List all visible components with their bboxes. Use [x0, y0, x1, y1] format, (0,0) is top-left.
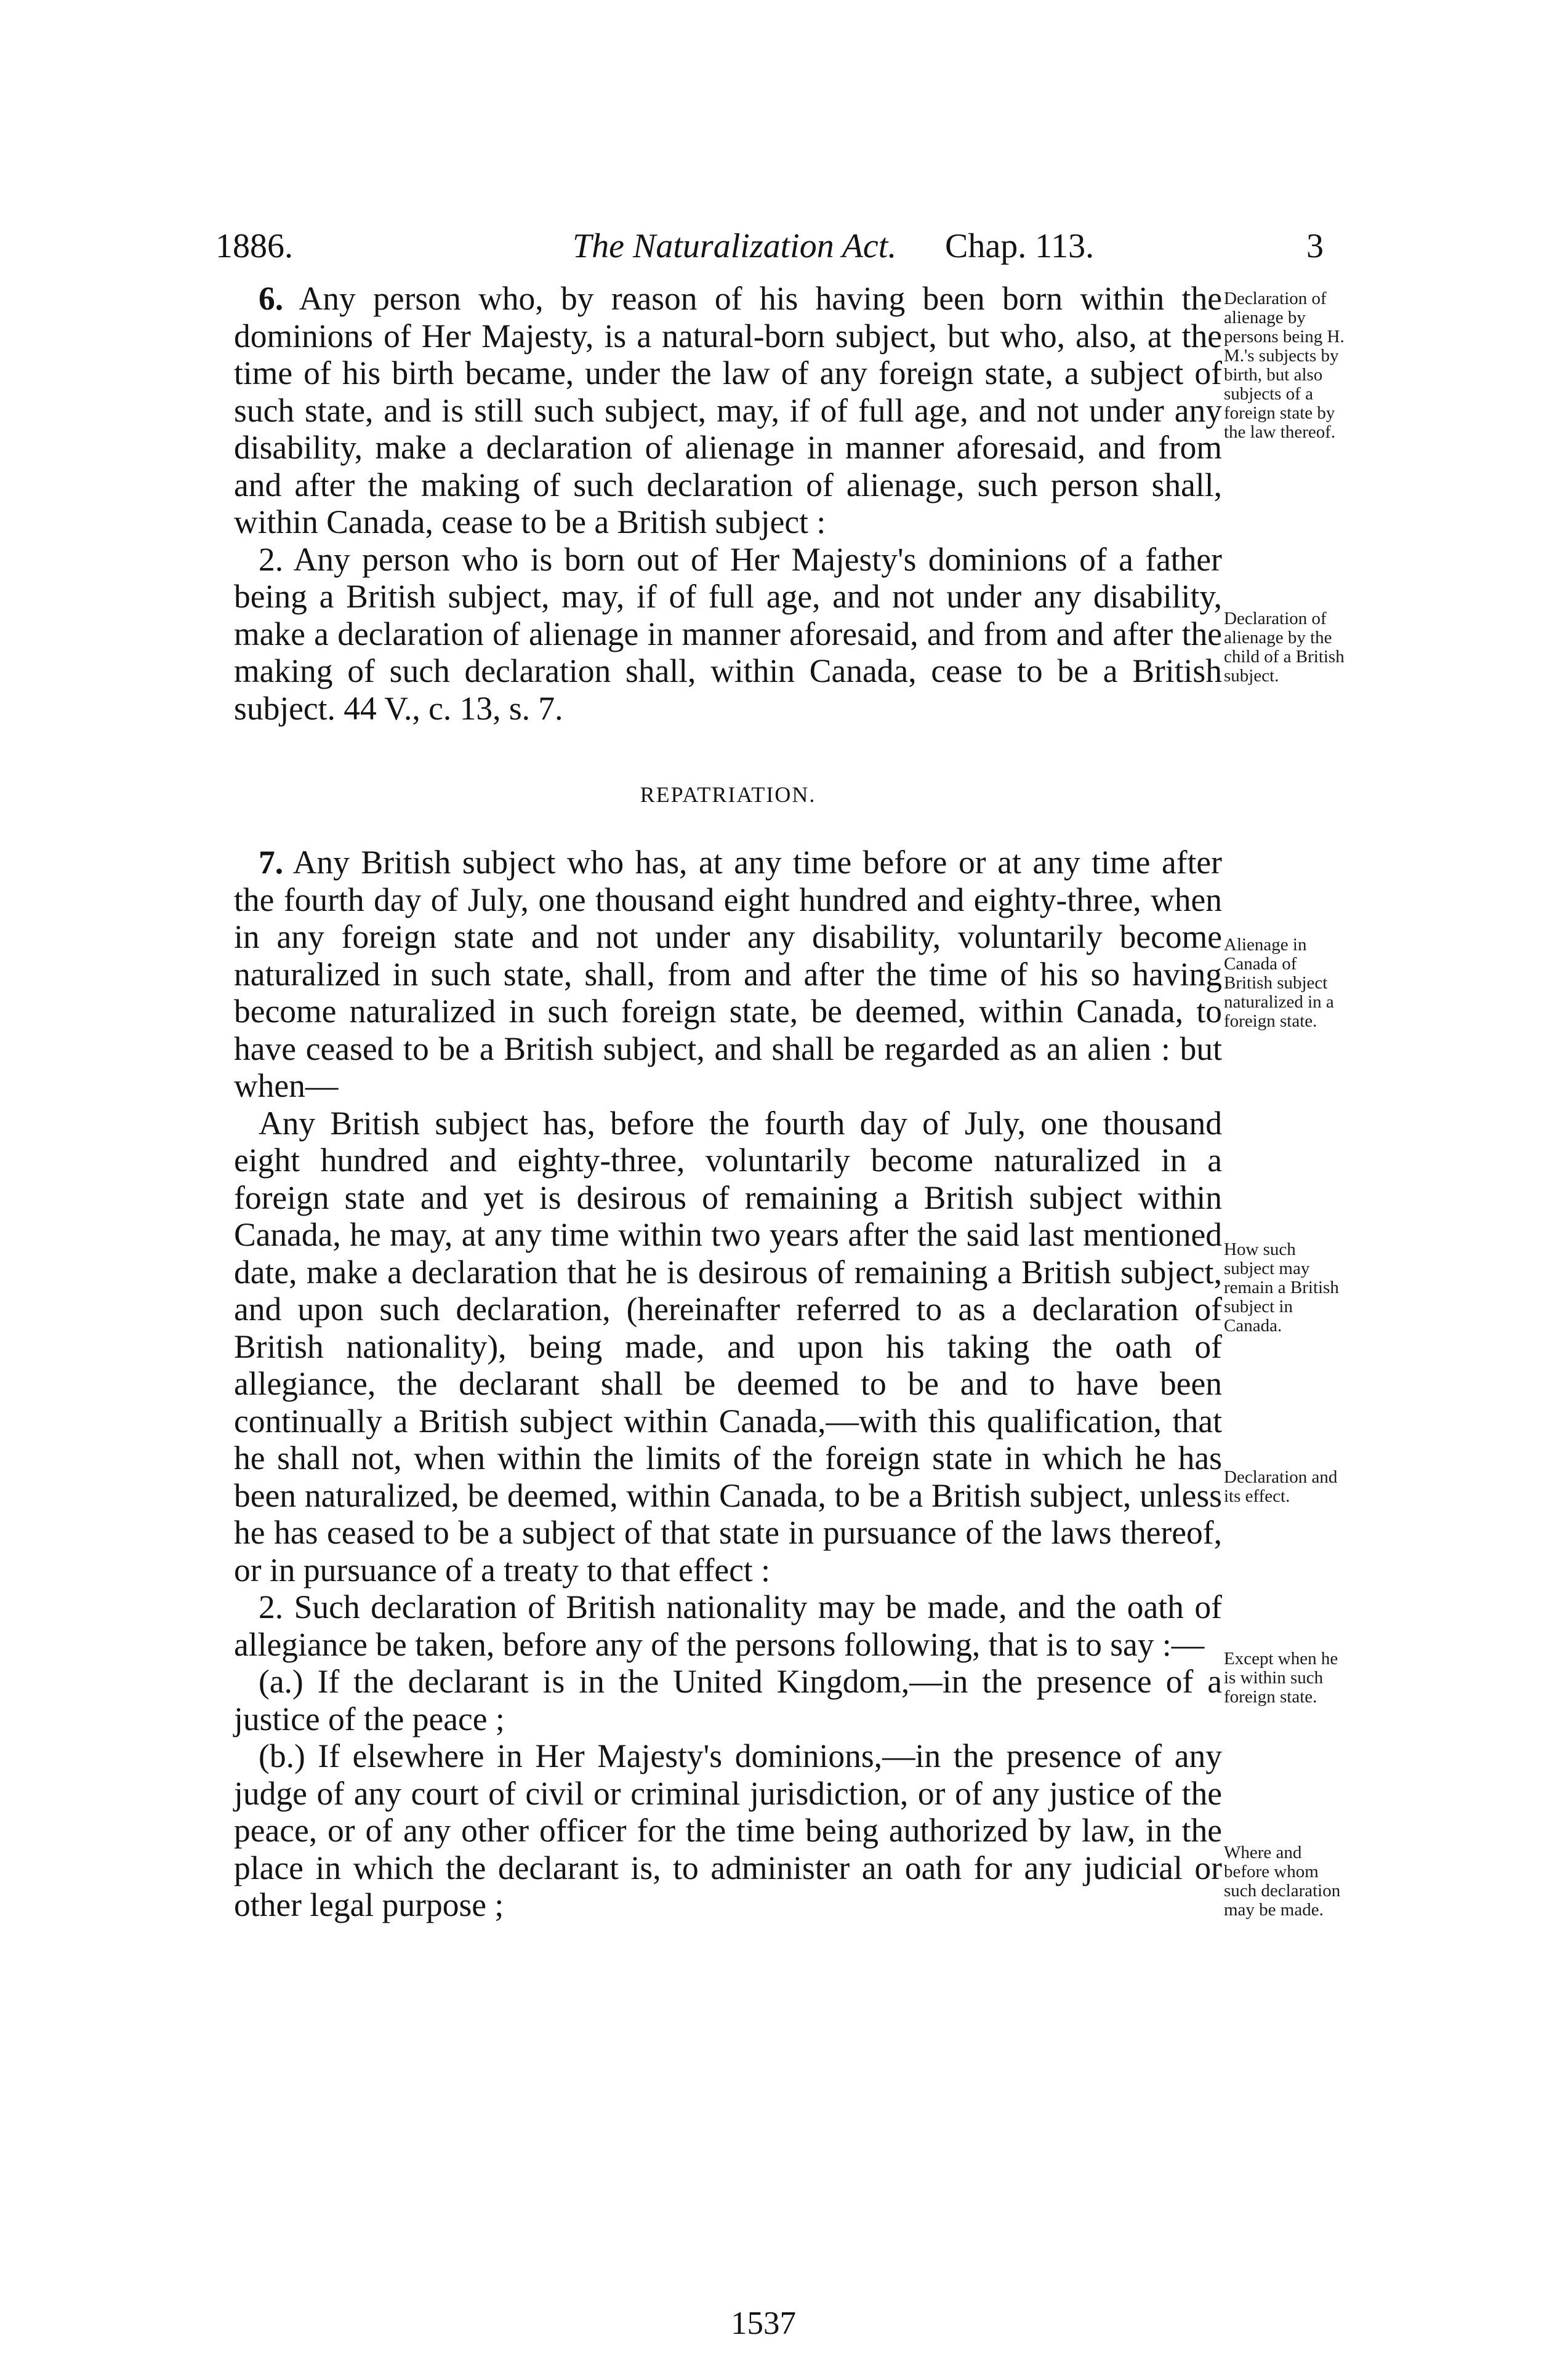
body-text — [234, 280, 1222, 1924]
header-page-number: 3 — [1306, 227, 1324, 265]
marginal-note: Declaration and its effect. — [1224, 1467, 1338, 1506]
folio-number: 1537 — [731, 2306, 796, 2341]
section-7-paragraph-1 — [234, 844, 1222, 1105]
section-6-text-2: 2. Any person who is born out of Her Majesty's dominions of a father being a British subject, may, if of full age, and not under any disability, make a declaration of alienage in manner aforesaid, and from and after the making of such declaration shall, within Canada, cease to be a British subject. — [234, 540, 1222, 727]
section-7-item-a: (a.) If the declarant is in the United Kingdom,—in the presence of a justice of the peace ; — [234, 1663, 1222, 1737]
header-title: The Naturalization Act. — [573, 227, 897, 265]
marginal-note: Alienage in Canada of British subject naturalized in a foreign state. — [1224, 935, 1334, 1031]
marginal-note: Declaration of alienage by the child of a British subject. — [1224, 609, 1345, 686]
section-6-paragraph-1 — [234, 280, 1222, 541]
repatriation-heading: REPATRIATION. — [640, 782, 816, 807]
header-chapter: Chap. 113. — [945, 227, 1095, 265]
section-7-number: 7. — [259, 844, 284, 881]
section-6-text-1: Any person who, by reason of his having been born within the dominions of Her Majesty, is a natural-born subject, but who, also, at the time of his birth became, under the law of any foreign state, a subject of such state, and is still such subject, may, if of full age, and not under any disability, make a declaration of alienage in manner aforesaid, and from and after the making of such declaration of alienage, such person shall, within Canada, cease to be a British subject : — [234, 280, 1222, 540]
section-6-citation: 44 V., c. 13, s. 7. — [344, 689, 563, 727]
marginal-note: Except when he is within such foreign state. — [1224, 1649, 1338, 1707]
header-year: 1886. — [215, 227, 293, 265]
section-7-paragraph-2: Any British subject has, before the fourth day of July, one thousand eight hundred and eighty-three, voluntarily become naturalized in a foreign state and yet is desirous of remaining a British subject within Canada, he may, at any time within two years after the said last mentioned date, make a declaration that he is desirous of remaining a British subject, and upon such declaration, (hereinafter referred to as a declaration of British nationality), being made, and upon his taking the oath of allegiance, the declarant shall be deemed to be and to have been continually a British subject within Canada,—with this qualification, that he shall not, when within the limits of the foreign state in which he has been naturalized, be deemed, within Canada, to be a British subject, unless he has ceased to be a subject of that state in pursuance of the laws thereof, or in pursuance of a treaty to that effect : — [234, 1104, 1222, 1589]
section-6-number: 6. — [259, 280, 284, 317]
marginal-note: How such subject may remain a British subject in Canada. — [1224, 1240, 1339, 1336]
section-7-text-1: Any British subject who has, at any time before or at any time after the fourth day of July, one thousand eight hundred and eighty-three, when in any foreign state and not under any disability, voluntarily become naturalized in such state, shall, from and after the time of his so having become naturalized in such foreign state, be deemed, within Canada, to have ceased to be a British subject, and shall be regarded as an alien : but when— — [234, 844, 1222, 1104]
section-7-item-b: (b.) If elsewhere in Her Majesty's dominions,—in the presence of any judge of any court of civil or criminal jurisdiction, or of any justice of the peace, or of any other officer for the time being authorized by law, in the place in which the declarant is, to administer an oath for any judicial or other legal purpose ; — [234, 1737, 1222, 1923]
marginal-note: Declaration of alienage by persons being H. M.'s subjects by birth, but also subjects of a foreign state by the law thereof. — [1224, 289, 1345, 442]
marginal-note: Where and before whom such declaration may be made. — [1224, 1843, 1341, 1920]
section-7-paragraph-3: 2. Such declaration of British nationality may be made, and the oath of allegiance be taken, before any of the persons following, that is to say :— — [234, 1589, 1222, 1663]
running-header — [215, 222, 1324, 271]
section-6-paragraph-2 — [234, 541, 1222, 727]
